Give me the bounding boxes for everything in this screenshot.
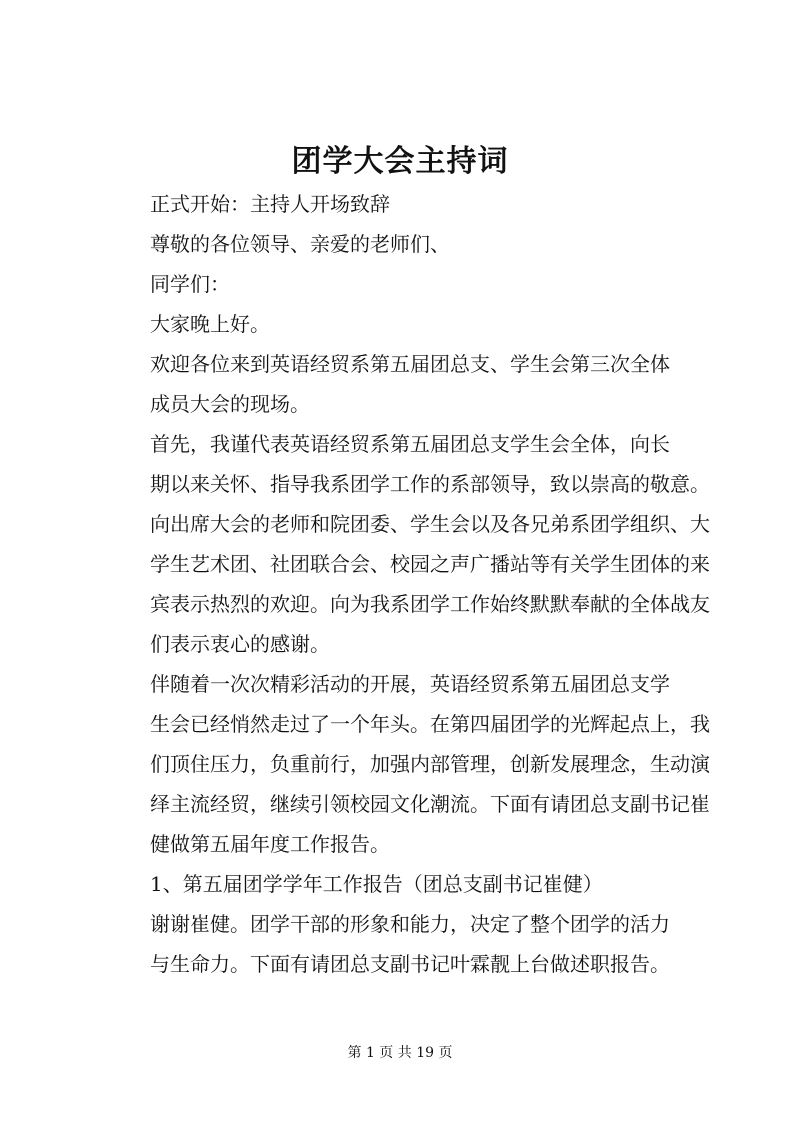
- text-line: 成员大会的现场。: [150, 392, 310, 416]
- paragraph-thanks: [110, 424, 710, 664]
- text-line: 与生命力。下面有请团总支副书记叶霖靓上台做述职报告。: [150, 952, 670, 976]
- text-line: 健做第五届年度工作报告。: [150, 832, 390, 856]
- text-line: 宾表示热烈的欢迎。向为我系团学工作始终默默奉献的全体战友: [150, 592, 710, 616]
- text-line: 同学们：: [150, 272, 230, 296]
- text-line: 绎主流经贸，继续引领校园文化潮流。下面有请团总支副书记崔: [150, 792, 710, 816]
- text-line: 期以来关怀、指导我系团学工作的系部领导，致以崇高的敬意。: [150, 472, 710, 496]
- paragraph-opening: [110, 184, 710, 224]
- paragraph-salutation: [110, 224, 710, 264]
- text-line: 们表示衷心的感谢。: [150, 632, 330, 656]
- text-line: 谢谢崔健。团学干部的形象和能力，决定了整个团学的活力: [150, 912, 670, 936]
- document-title: 团学大会主持词: [291, 144, 509, 179]
- paragraph-agenda-item: [110, 864, 710, 904]
- text-line: 向出席大会的老师和院团委、学生会以及各兄弟系团学组织、大: [150, 512, 710, 536]
- text-line: 们顶住压力，负重前行，加强内部管理，创新发展理念，生动演: [150, 752, 710, 776]
- text-line: 首先，我谨代表英语经贸系第五届团总支学生会全体，向长: [150, 432, 670, 456]
- text-line: 尊敬的各位领导、亲爱的老师们、: [150, 232, 450, 256]
- page-number-footer: 第 1 页 共 19 页: [347, 1045, 453, 1061]
- text-line: 正式开始：主持人开场致辞: [150, 192, 390, 216]
- paragraph-closing: [110, 904, 710, 984]
- document-body: [110, 184, 710, 984]
- paragraph-review: [110, 664, 710, 864]
- text-line: 伴随着一次次精彩活动的开展，英语经贸系第五届团总支学: [150, 672, 670, 696]
- paragraph-welcome: [110, 344, 710, 424]
- paragraph-salutation-cont: [110, 264, 710, 304]
- text-line: 生会已经悄然走过了一个年头。在第四届团学的光辉起点上，我: [150, 712, 710, 736]
- paragraph-greeting: [110, 304, 710, 344]
- text-line: 学生艺术团、社团联合会、校园之声广播站等有关学生团体的来: [150, 552, 710, 576]
- text-line: 大家晚上好。: [150, 312, 270, 336]
- text-line: 1、第五届团学学年工作报告（团总支副书记崔健）: [150, 872, 603, 896]
- text-line: 欢迎各位来到英语经贸系第五届团总支、学生会第三次全体: [150, 352, 670, 376]
